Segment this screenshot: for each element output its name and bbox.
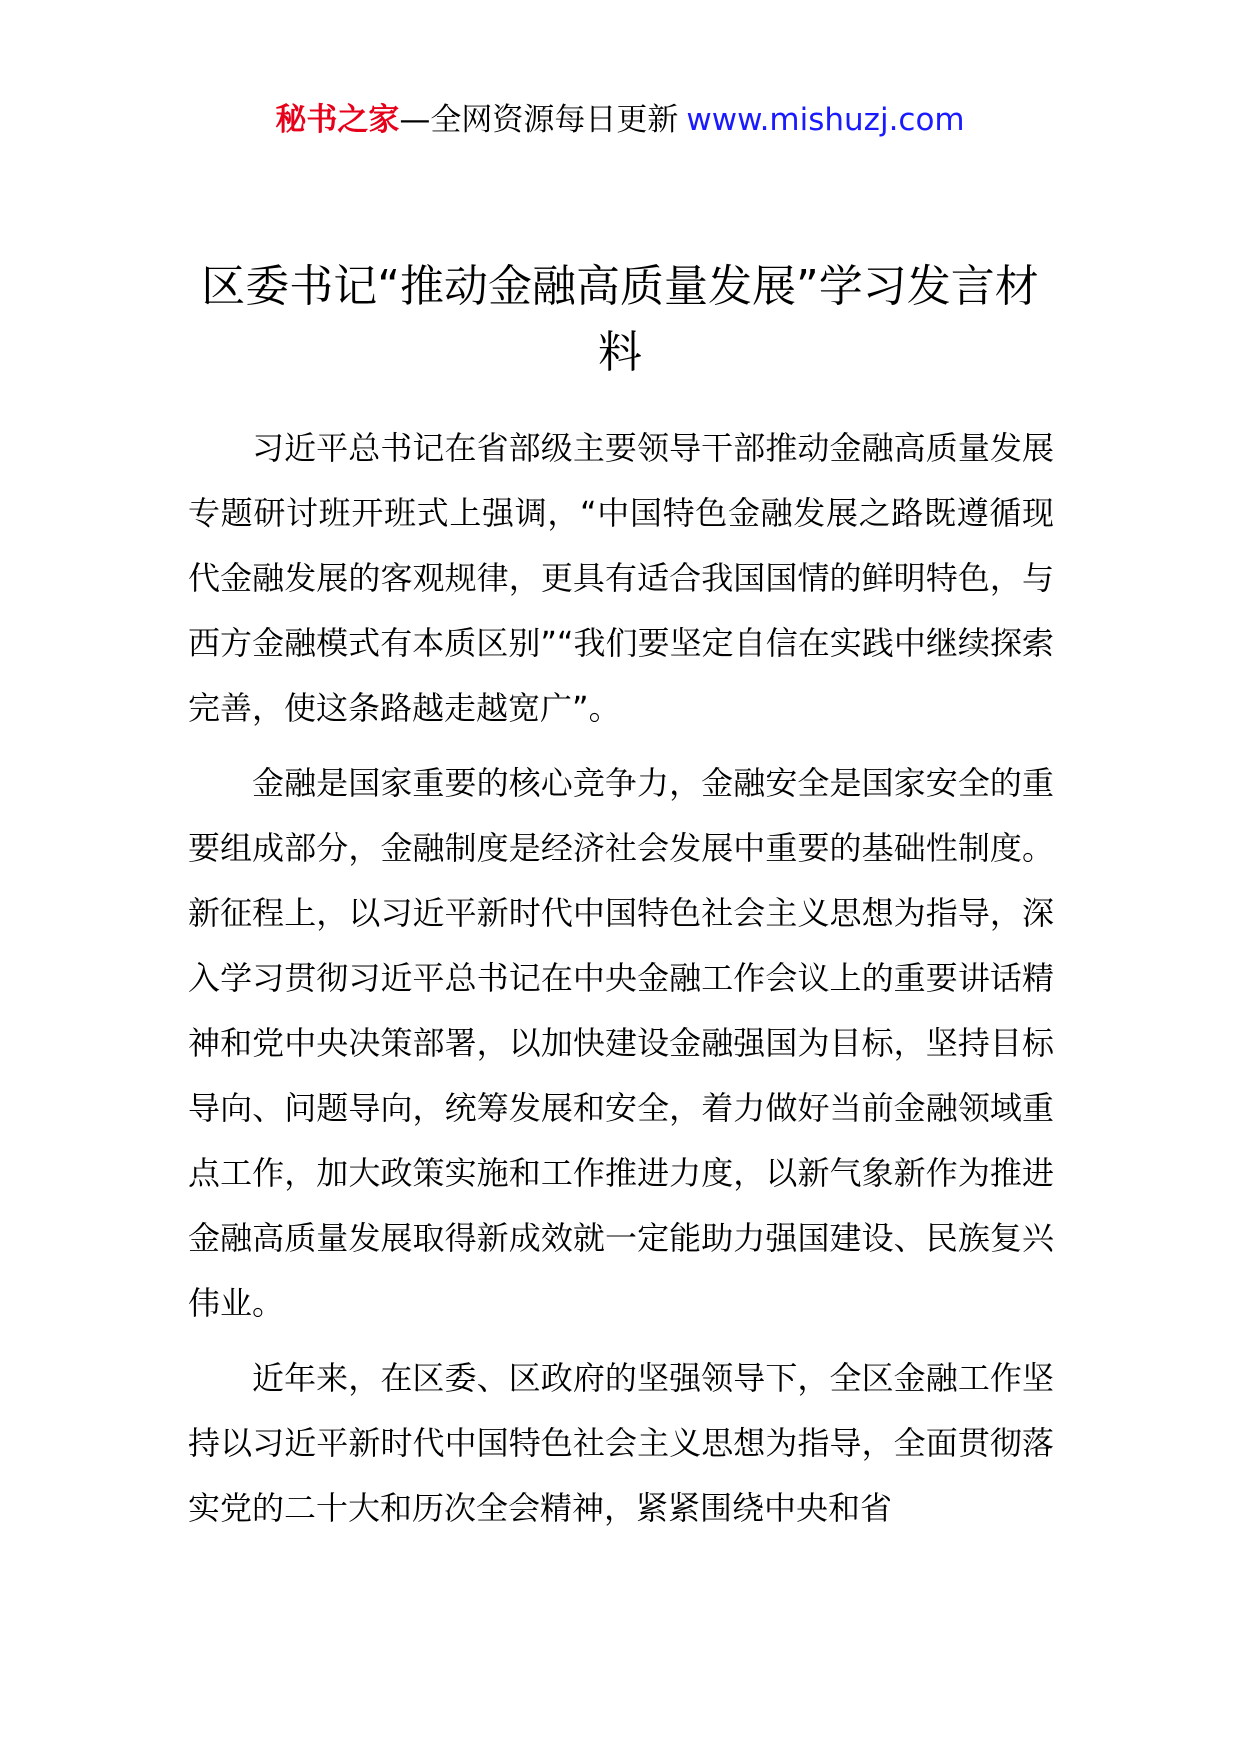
paragraph-1: 习近平总书记在省部级主要领导干部推动金融高质量发展专题研讨班开班式上强调，“中国特色金融发展之路既遵循现代金融发展的客观规律，更具有适合我国国情的鲜明特色，与西方金融模式有本质区别”“我们要坚定自信在实践中继续探索完善，使这条路越走越宽广”。 [188, 429, 1054, 727]
document-body [188, 416, 1054, 1551]
site-url-link[interactable]: www.mishuzj.com [686, 102, 965, 138]
site-header [0, 98, 1240, 142]
brand-name: 秘书之家 [275, 102, 400, 138]
header-tagline: —全网资源每日更新 [399, 102, 679, 138]
paragraph-2: 金融是国家重要的核心竞争力，金融安全是国家安全的重要组成部分，金融制度是经济社会发展中重要的基础性制度。新征程上，以习近平新时代中国特色社会主义思想为指导，深入学习贯彻习近平总书记在中央金融工作会议上的重要讲话精神和党中央决策部署，以加快建设金融强国为目标，坚持目标导向、问题导向，统筹发展和安全，着力做好当前金融领域重点工作，加大政策实施和工作推进力度，以新气象新作为推进金融高质量发展取得新成效就一定能助力强国建设、民族复兴伟业。 [188, 764, 1054, 1322]
document-title: 区委书记“推动金融高质量发展”学习发言材料 [201, 261, 1039, 378]
paragraph-3: 近年来，在区委、区政府的坚强领导下，全区金融工作坚持以习近平新时代中国特色社会主义思想为指导，全面贯彻落实党的二十大和历次全会精神，紧紧围绕中央和省 [188, 1359, 1054, 1527]
